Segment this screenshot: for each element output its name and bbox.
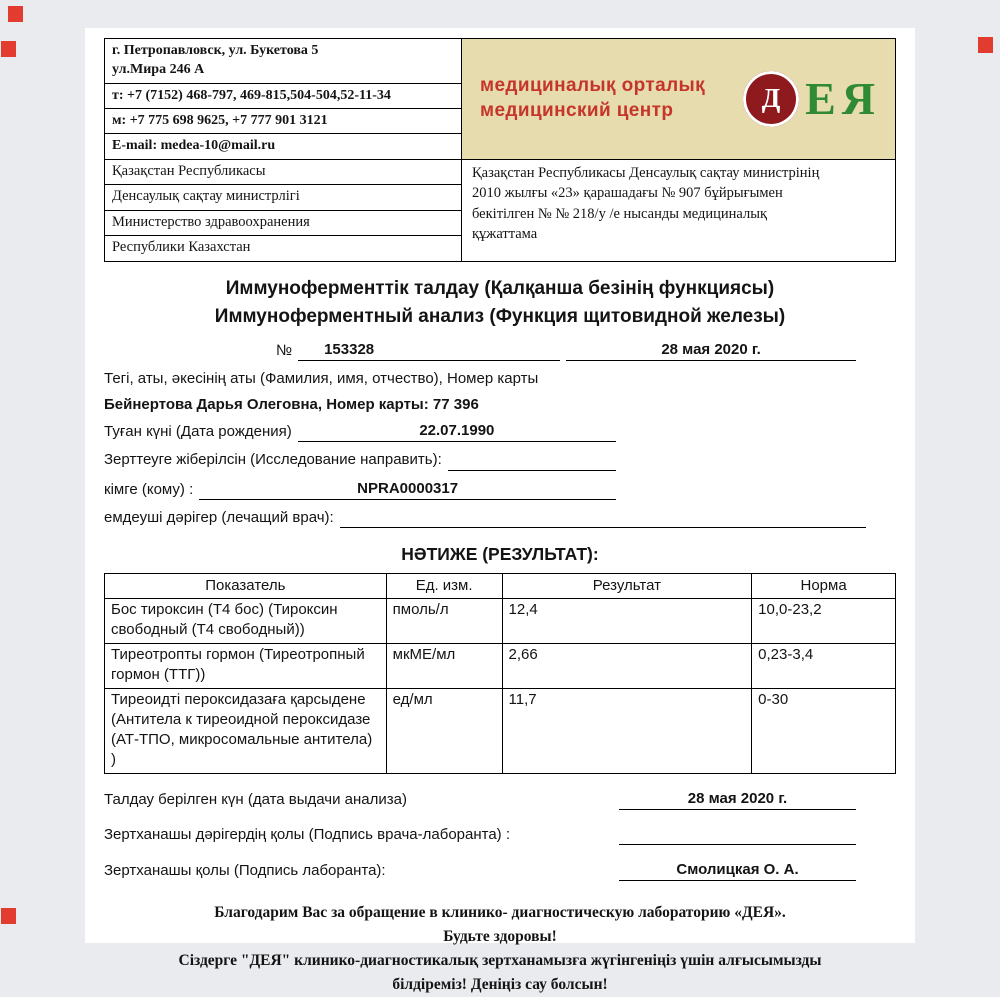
- birthdate-value: 22.07.1990: [419, 422, 495, 440]
- ministry-left-line: Қазақстан Республикасы: [105, 160, 461, 186]
- number-field: [298, 340, 560, 361]
- ministry-left-line: Республики Казахстан: [112, 239, 251, 256]
- norm-cell: 10,0-23,2: [752, 599, 896, 644]
- ministry-block-right: [462, 160, 895, 261]
- clinic-name-russian: медицинский центр: [480, 99, 674, 121]
- col-header-unit: Ед. изм.: [386, 574, 502, 599]
- lab-doctor-signature-field: [619, 825, 856, 845]
- logo-letter-ya: Я: [841, 72, 875, 124]
- clinic-brand-block: [462, 39, 895, 159]
- clinic-phone-mobile: м: +7 775 698 9625, +7 777 901 3121: [105, 109, 461, 134]
- physician-row: [104, 508, 896, 528]
- recipient-value: NPRA0000317: [357, 479, 459, 497]
- issue-date-value: 28 мая 2020 г.: [687, 789, 788, 807]
- crop-mark-bottom-left: [1, 908, 16, 924]
- thanks-block: [104, 901, 896, 997]
- research-direction-field: [448, 451, 616, 471]
- indicator-cell: Тиреоидті пероксидазаға қарсыдене (Антитела к тиреоидной пероксидазе (АТ-ТПО, микросомальные антитела) ): [105, 688, 387, 773]
- lab-doctor-signature-label: Зертханашы дәрігердің қолы (Подпись врача-лаборанта) :: [104, 825, 511, 843]
- result-row-t4: [105, 599, 896, 644]
- lab-doctor-signature-row: [104, 825, 896, 845]
- date-field: [566, 340, 856, 361]
- result-cell: 11,7: [502, 688, 752, 773]
- ministry-right-line: құжаттама: [472, 226, 538, 243]
- norm-cell: 0-30: [752, 688, 896, 773]
- clinic-address: [105, 39, 461, 84]
- lab-assistant-signature-row: [104, 860, 896, 881]
- lab-report: [104, 38, 896, 997]
- col-header-indicator: Показатель: [105, 574, 387, 599]
- document-page: [85, 28, 915, 994]
- crop-mark-top-left: [8, 6, 23, 22]
- date-value: 28 мая 2020 г.: [661, 340, 761, 358]
- physician-label: емдеуші дәрігер (лечащий врач):: [104, 508, 334, 526]
- document-title: [104, 275, 896, 332]
- letterhead-bottom-row: [105, 160, 895, 261]
- signoff-block: [104, 789, 896, 882]
- deya-logo: [743, 71, 875, 127]
- lab-assistant-signature-value: Смолицкая О. А.: [676, 861, 799, 878]
- thanks-line-russian-2: Будьте здоровы!: [443, 928, 557, 946]
- ministry-left-line: Министерство здравоохранения: [105, 211, 461, 237]
- unit-cell: ед/мл: [386, 688, 502, 773]
- col-header-result: Результат: [502, 574, 752, 599]
- number-date-row: [104, 340, 896, 361]
- ministry-left-line: Денсаулық сақтау министрлігі: [105, 185, 461, 211]
- lab-assistant-signature-field: [619, 860, 856, 881]
- clinic-email: E-mail: medea-10@mail.ru: [112, 138, 276, 154]
- clinic-name: [480, 74, 705, 123]
- lab-assistant-signature-label: Зертханашы қолы (Подпись лаборанта):: [104, 862, 386, 879]
- logo-letter-e: Е: [805, 72, 836, 124]
- research-direction-row: [104, 450, 896, 470]
- result-row-at-tpo: [105, 688, 896, 773]
- number-value: 153328: [324, 340, 375, 358]
- patient-name-label: Тегі, аты, әкесінің аты (Фамилия, имя, отчество), Номер карты: [104, 370, 539, 388]
- col-header-norm: Норма: [752, 574, 896, 599]
- ministry-block-left: [105, 160, 462, 261]
- issue-date-field: [619, 789, 856, 810]
- clinic-phone-landline: т: +7 (7152) 468-797, 469-815,504-504,52-11-34: [105, 84, 461, 109]
- patient-name-value: Бейнертова Дарья Олеговна, Номер карты: 77 396: [104, 396, 479, 414]
- clinic-name-kazakh: медициналық орталық: [480, 75, 706, 97]
- patient-meta: [104, 340, 896, 528]
- indicator-cell: Тиреотропты гормон (Тиреотропный гормон (ТТГ)): [105, 643, 387, 688]
- unit-cell: мкМЕ/мл: [386, 643, 502, 688]
- letterhead-top-row: [105, 39, 895, 160]
- recipient-row: [104, 479, 896, 500]
- indicator-cell: Бос тироксин (Т4 бос) (Тироксин свободный (Т4 свободный)): [105, 599, 387, 644]
- results-section-title: НӘТИЖЕ (РЕЗУЛЬТАТ):: [401, 544, 599, 565]
- ministry-right-line: 2010 жылғы «23» қарашадағы № 907 бұйрығымен: [472, 185, 783, 202]
- birthdate-label: Туған күні (Дата рождения): [104, 423, 292, 441]
- results-table: [104, 573, 896, 773]
- ministry-right-line: Қазақстан Республикасы Денсаулық сақтау министрінің: [472, 164, 820, 181]
- thanks-line-russian-1: Благодарим Вас за обращение в клинико- диагностическую лабораторию «ДЕЯ».: [214, 904, 786, 922]
- address-line-1: г. Петропавловск, ул. Букетова 5: [112, 43, 319, 58]
- unit-cell: пмоль/л: [386, 599, 502, 644]
- address-line-2: ул.Мира 246 А: [112, 62, 205, 78]
- physician-field: [340, 508, 866, 528]
- result-row-ttg: [105, 643, 896, 688]
- letterhead: [104, 38, 896, 262]
- results-header-row: [105, 574, 896, 599]
- result-cell: 12,4: [502, 599, 752, 644]
- crop-mark-top-right: [978, 37, 993, 53]
- norm-cell: 0,23-3,4: [752, 643, 896, 688]
- document-title-russian: Иммуноферментный анализ (Функция щитовидной железы): [214, 306, 786, 328]
- birthdate-field: [298, 421, 616, 442]
- issue-date-label: Талдау берілген күн (дата выдачи анализа): [104, 790, 407, 808]
- clinic-contact-block: [105, 39, 462, 159]
- research-direction-label: Зерттеуге жіберілсін (Исследование направить):: [104, 451, 442, 469]
- thanks-line-kazakh-1: Сіздерге "ДЕЯ" клинико-диагностикалық зертханамызға жүгінгеніңіз үшін алғысымызды: [178, 952, 822, 970]
- birthdate-row: [104, 421, 896, 442]
- logo-letter-d: Д: [761, 83, 781, 114]
- crop-mark-left: [1, 41, 16, 57]
- issue-date-row: [104, 789, 896, 810]
- document-title-kazakh: Иммуноферменттік талдау (Қалқанша безінің функциясы): [225, 277, 775, 299]
- thanks-line-kazakh-2: білдіреміз! Деніңіз сау болсын!: [392, 976, 608, 994]
- ministry-right-line: бекітілген № № 218/у /е нысанды медициналық: [472, 205, 768, 222]
- logo-circle-icon: [743, 71, 799, 127]
- result-cell: 2,66: [502, 643, 752, 688]
- number-label: №: [276, 341, 293, 359]
- recipient-label: кімге (кому) :: [104, 480, 194, 498]
- recipient-field: [199, 479, 616, 500]
